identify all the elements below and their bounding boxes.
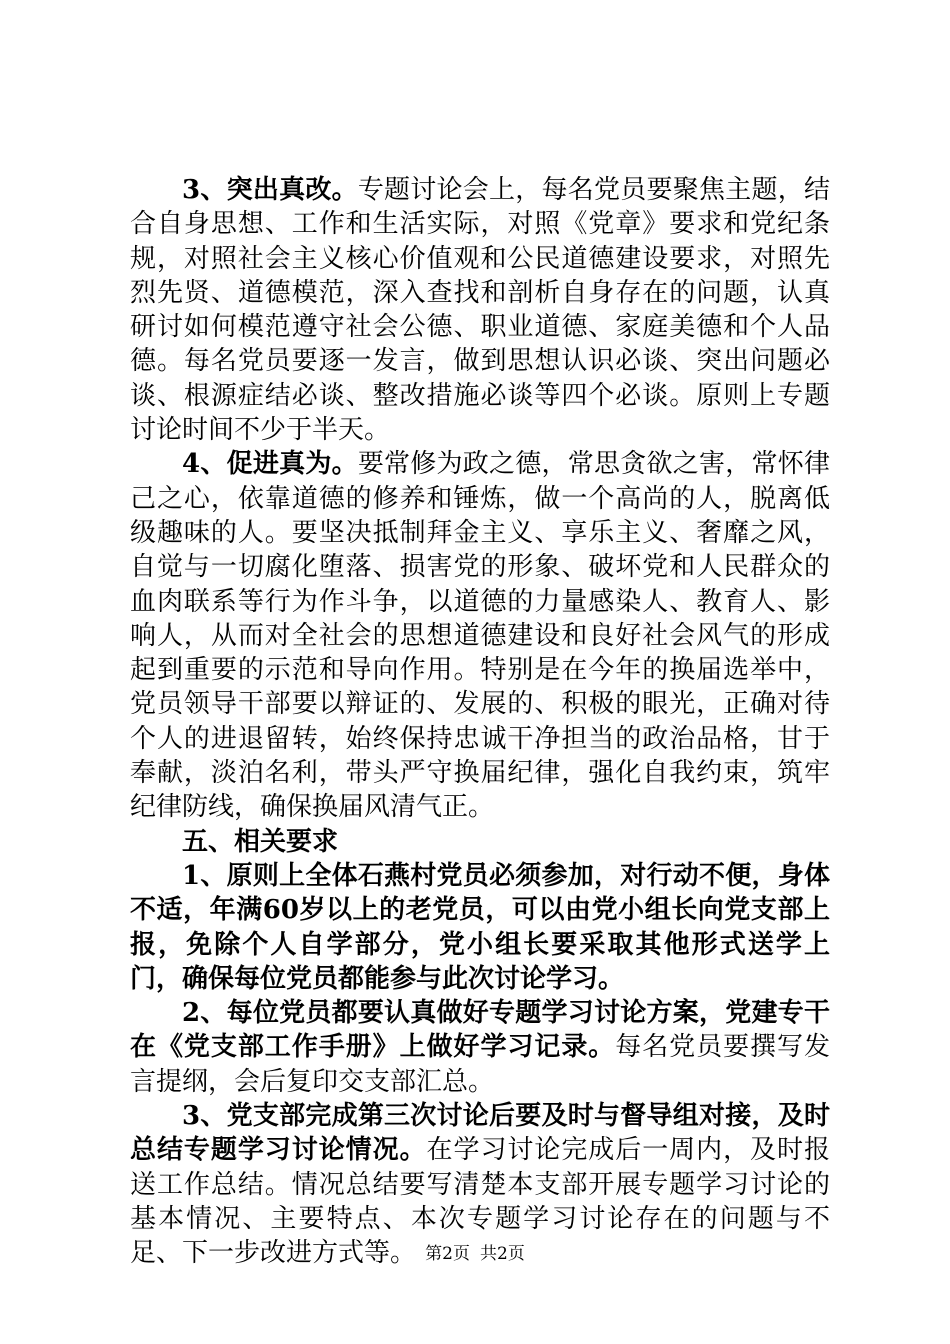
document-body <box>130 173 830 1271</box>
requirement-item-1 <box>130 859 830 996</box>
paragraph-lead: 2、每位党员都要认真做好专题学习讨论方案，党建专干在《党支部工作手册》上做好学习记录。 <box>130 998 830 1063</box>
section-heading-text: 五、相关要求 <box>182 826 339 857</box>
paragraph-lead: 1、原则上全体石燕村党员必须参加，对行动不便，身体不适，年满60岁以上的老党员，可以由党小组长向党支部上报，免除个人自学部分，党小组长要采取其他形式送学上门，确保每位党员都能参与此次讨论学习。 <box>130 860 830 994</box>
paragraph-text: 专题讨论会上，每名党员要聚焦主题，结合自身思想、工作和生活实际，对照《党章》要求和党纪条规，对照社会主义核心价值观和公民道德建设要求，对照先烈先贤、道德模范，深入查找和剖析自身存在的问题，认真研讨如何模范遵守社会公德、职业道德、家庭美德和个人品德。每名党员要逐一发言，做到思想认识必谈、突出问题必谈、根源症结必谈、整改措施必谈等四个必谈。原则上专题讨论时间不少于半天。 <box>130 175 830 446</box>
section-heading-requirements <box>130 825 830 859</box>
page-total: 共2页 <box>480 1244 525 1264</box>
paragraph-text: 要常修为政之德，常思贪欲之害，常怀律己之心，依靠道德的修养和锤炼，做一个高尚的人，脱离低级趣味的人。要坚决抵制拜金主义、享乐主义、奢靡之风，自觉与一切腐化堕落、损害党的形象、破坏党和人民群众的血肉联系等行为作斗争，以道德的力量感染人、教育人、影响人，从而对全社会的思想道德建设和良好社会风气的形成起到重要的示范和导向作用。特别是在今年的换届选举中，党员领导干部要以辩证的、发展的、积极的眼光，正确对待个人的进退留转，始终保持忠诚干净担当的政治品格，甘于奉献，淡泊名利，带头严守换届纪律，强化自我约束，筑牢纪律防线，确保换届风清气正。 <box>130 449 830 823</box>
paragraph-lead: 3、突出真改。 <box>182 175 358 205</box>
paragraph-text: 在学习讨论完成后一周内，及时报送工作总结。情况总结要写清楚本支部开展专题学习讨论的基本情况、主要特点、本次专题学习讨论存在的问题与不足、下一步改进方式等。 <box>130 1135 830 1269</box>
paragraph-lead: 4、促进真为。 <box>182 449 358 480</box>
paragraph-text: 每名党员要撰写发言提纲，会后复印交支部汇总。 <box>130 1032 830 1097</box>
page-footer <box>0 1242 950 1266</box>
requirement-item-2 <box>130 996 830 1099</box>
paragraph-3-highlight-rectification <box>130 173 830 447</box>
paragraph-lead: 3、党支部完成第三次讨论后要及时与督导组对接，及时总结专题学习讨论情况。 <box>130 1101 830 1166</box>
paragraph-4-promote-action <box>130 447 830 824</box>
page-number: 第2页 <box>425 1244 470 1264</box>
